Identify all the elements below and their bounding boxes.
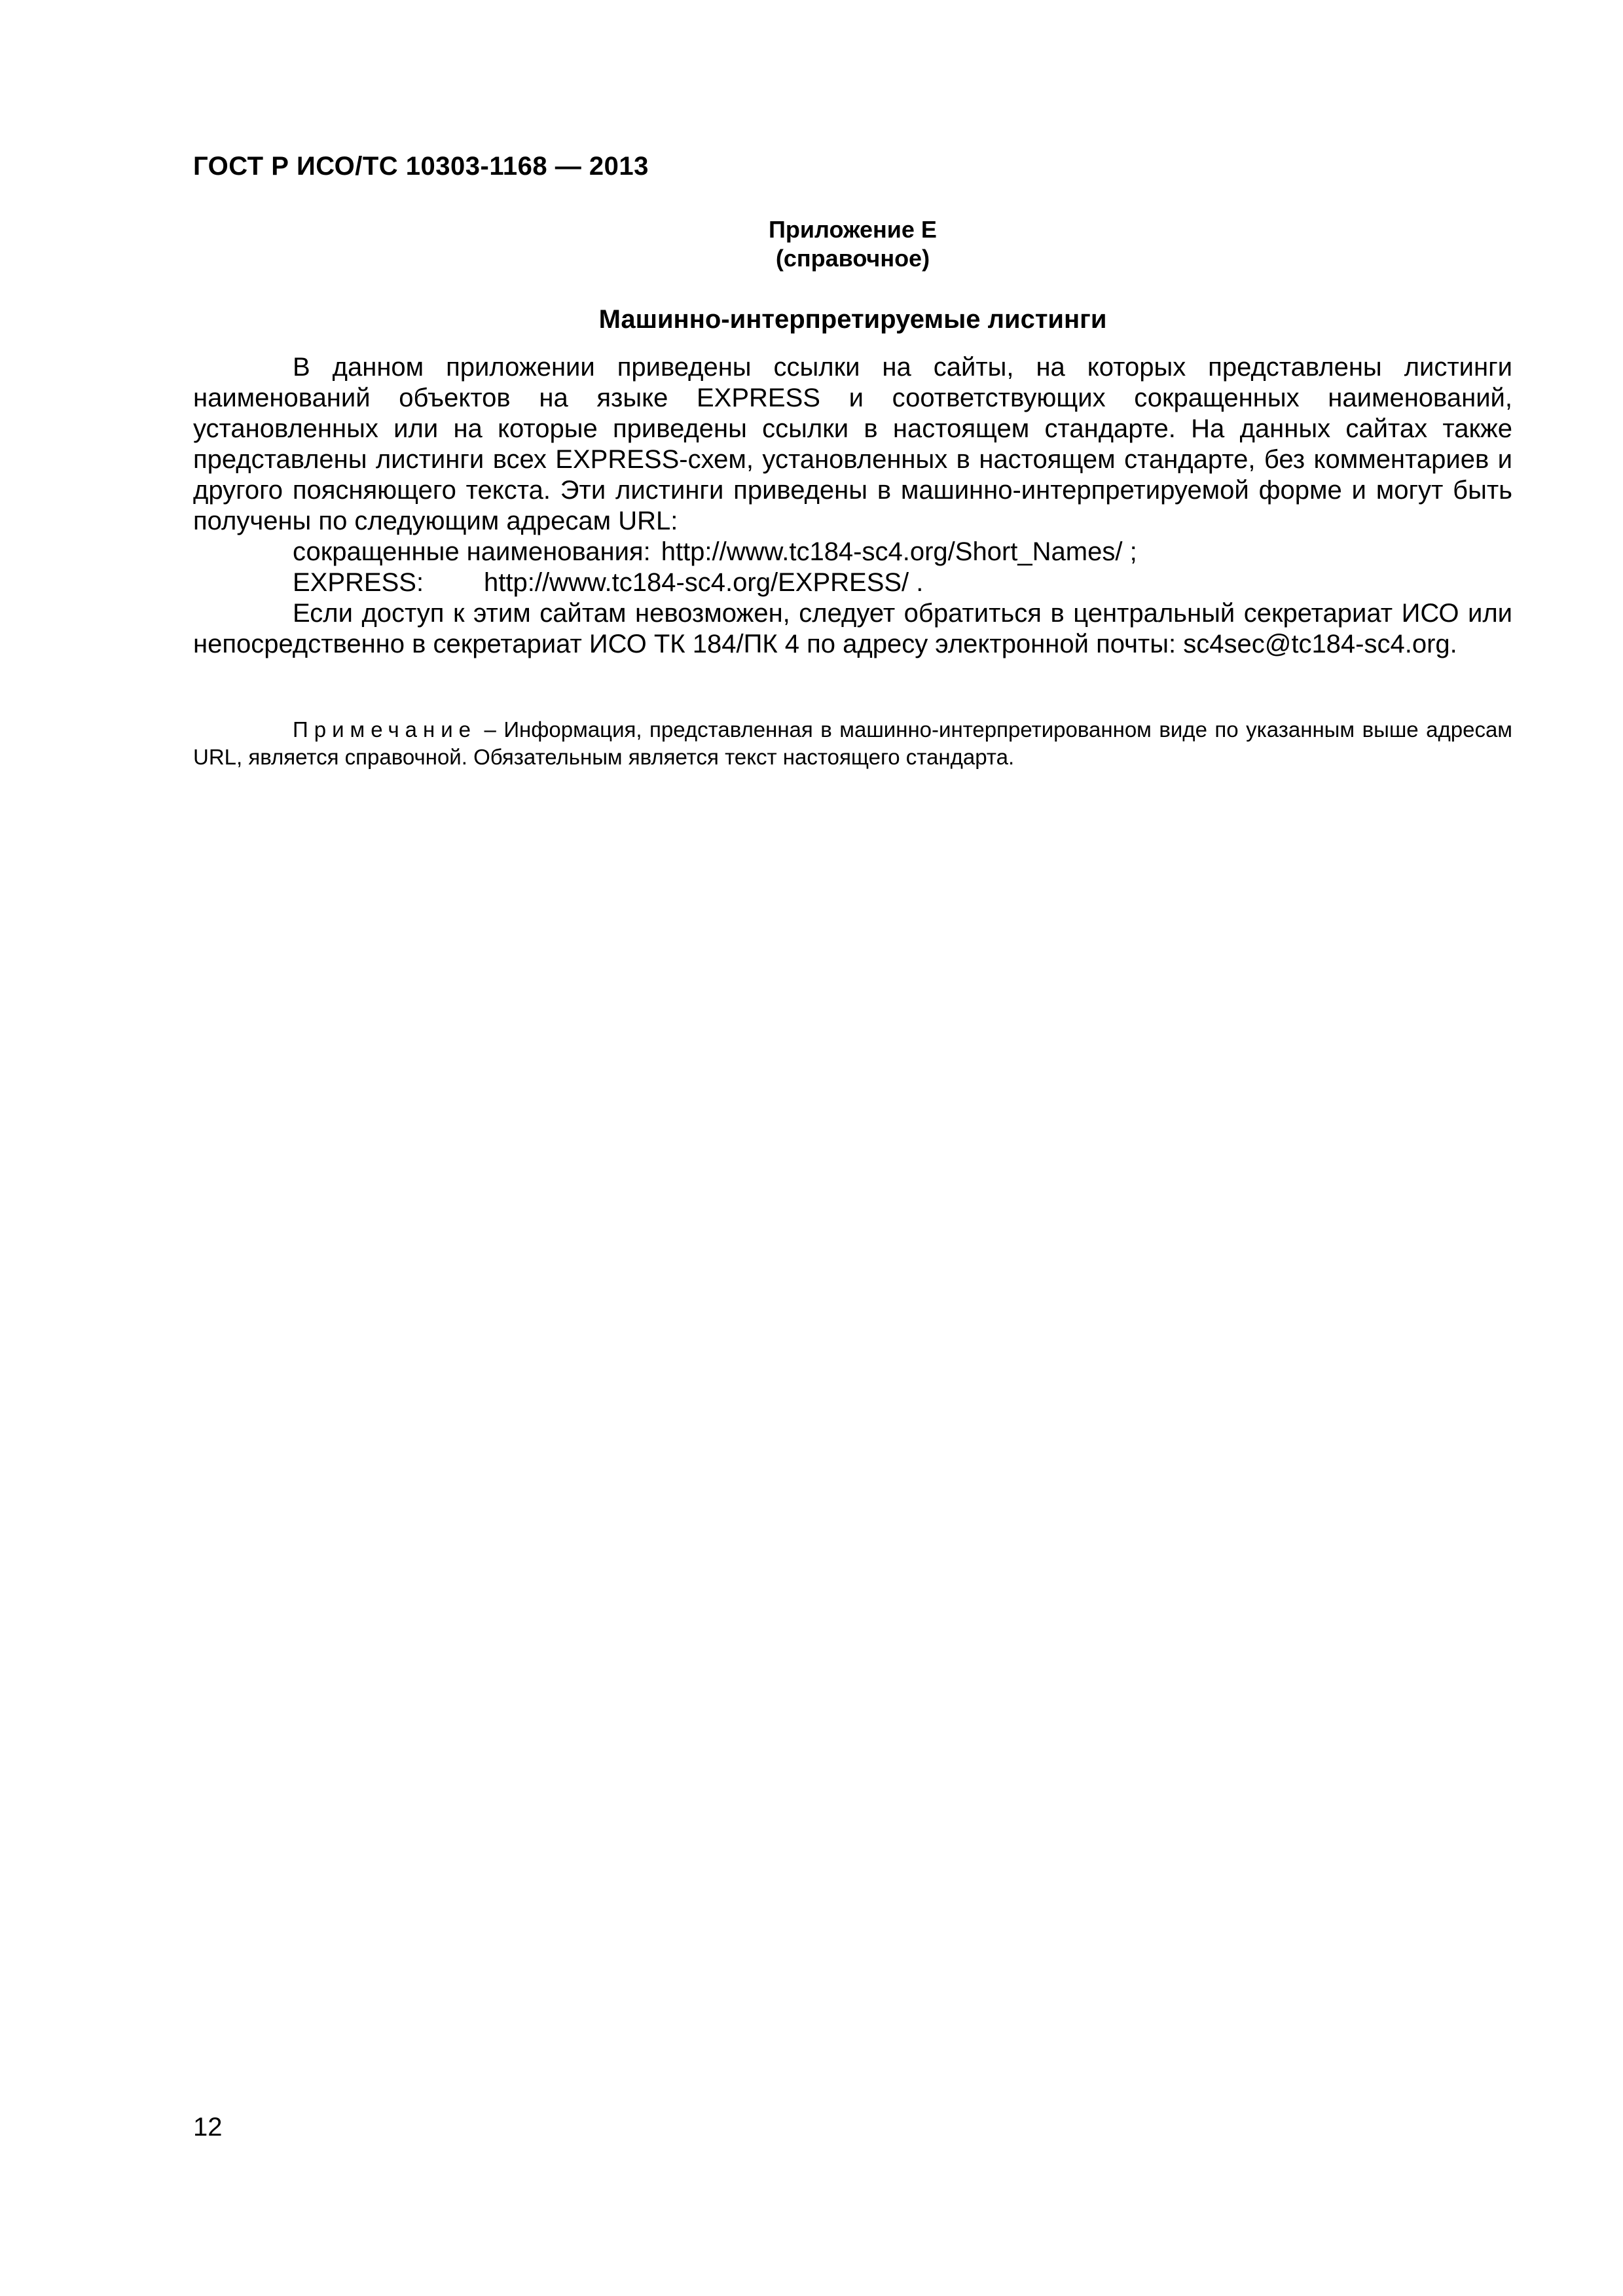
express-url-line: [193, 567, 1512, 598]
note: [193, 716, 1512, 771]
note-label: Примечание: [293, 717, 477, 742]
section-title: Машинно-интерпретируемые листинги: [598, 305, 1107, 334]
page-number: 12: [193, 2113, 223, 2142]
appendix-status: (справочное): [775, 245, 930, 272]
note-text: – Информация, представленная в машинно-интерпретированном виде по указанным выше адресам URL, является справочной. Обязательным является текст настоящего стандарта.: [193, 717, 1512, 769]
express-url[interactable]: http://www.tc184-sc4.org/EXPRESS/ .: [484, 568, 924, 597]
standard-code-header: ГОСТ Р ИСО/ТС 10303-1168 — 2013: [193, 152, 649, 181]
express-label: EXPRESS:: [293, 568, 424, 597]
short-names-url-line: [193, 537, 1512, 567]
short-names-label: сокращенные наименования:: [293, 537, 651, 566]
short-names-url[interactable]: http://www.tc184-sc4.org/Short_Names/ ;: [661, 537, 1137, 566]
body-text: [193, 352, 1512, 660]
appendix-title: Приложение Е: [769, 216, 937, 243]
intro-paragraph: В данном приложении приведены ссылки на сайты, на которых представлены листинги наименований объектов на языке EXPRESS и соответствующих сокращенных наименований, установленных или на которые приведены ссылки в настоящем стандарте. На данных сайтах также представлены листинги всех EXPRESS-схем, установленных в настоящем стандарте, без комментариев и другого поясняющего текста. Эти листинги приведены в машинно-интерпретируемой форме и могут быть получены по следующим адресам URL:: [193, 353, 1512, 535]
contact-paragraph: Если доступ к этим сайтам невозможен, следует обратиться в центральный секретариат ИСО или непосредственно в секретариат ИСО ТК 184/ПК 4 по адресу электронной почты: sc4sec@tc184-sc4.org.: [193, 599, 1512, 658]
